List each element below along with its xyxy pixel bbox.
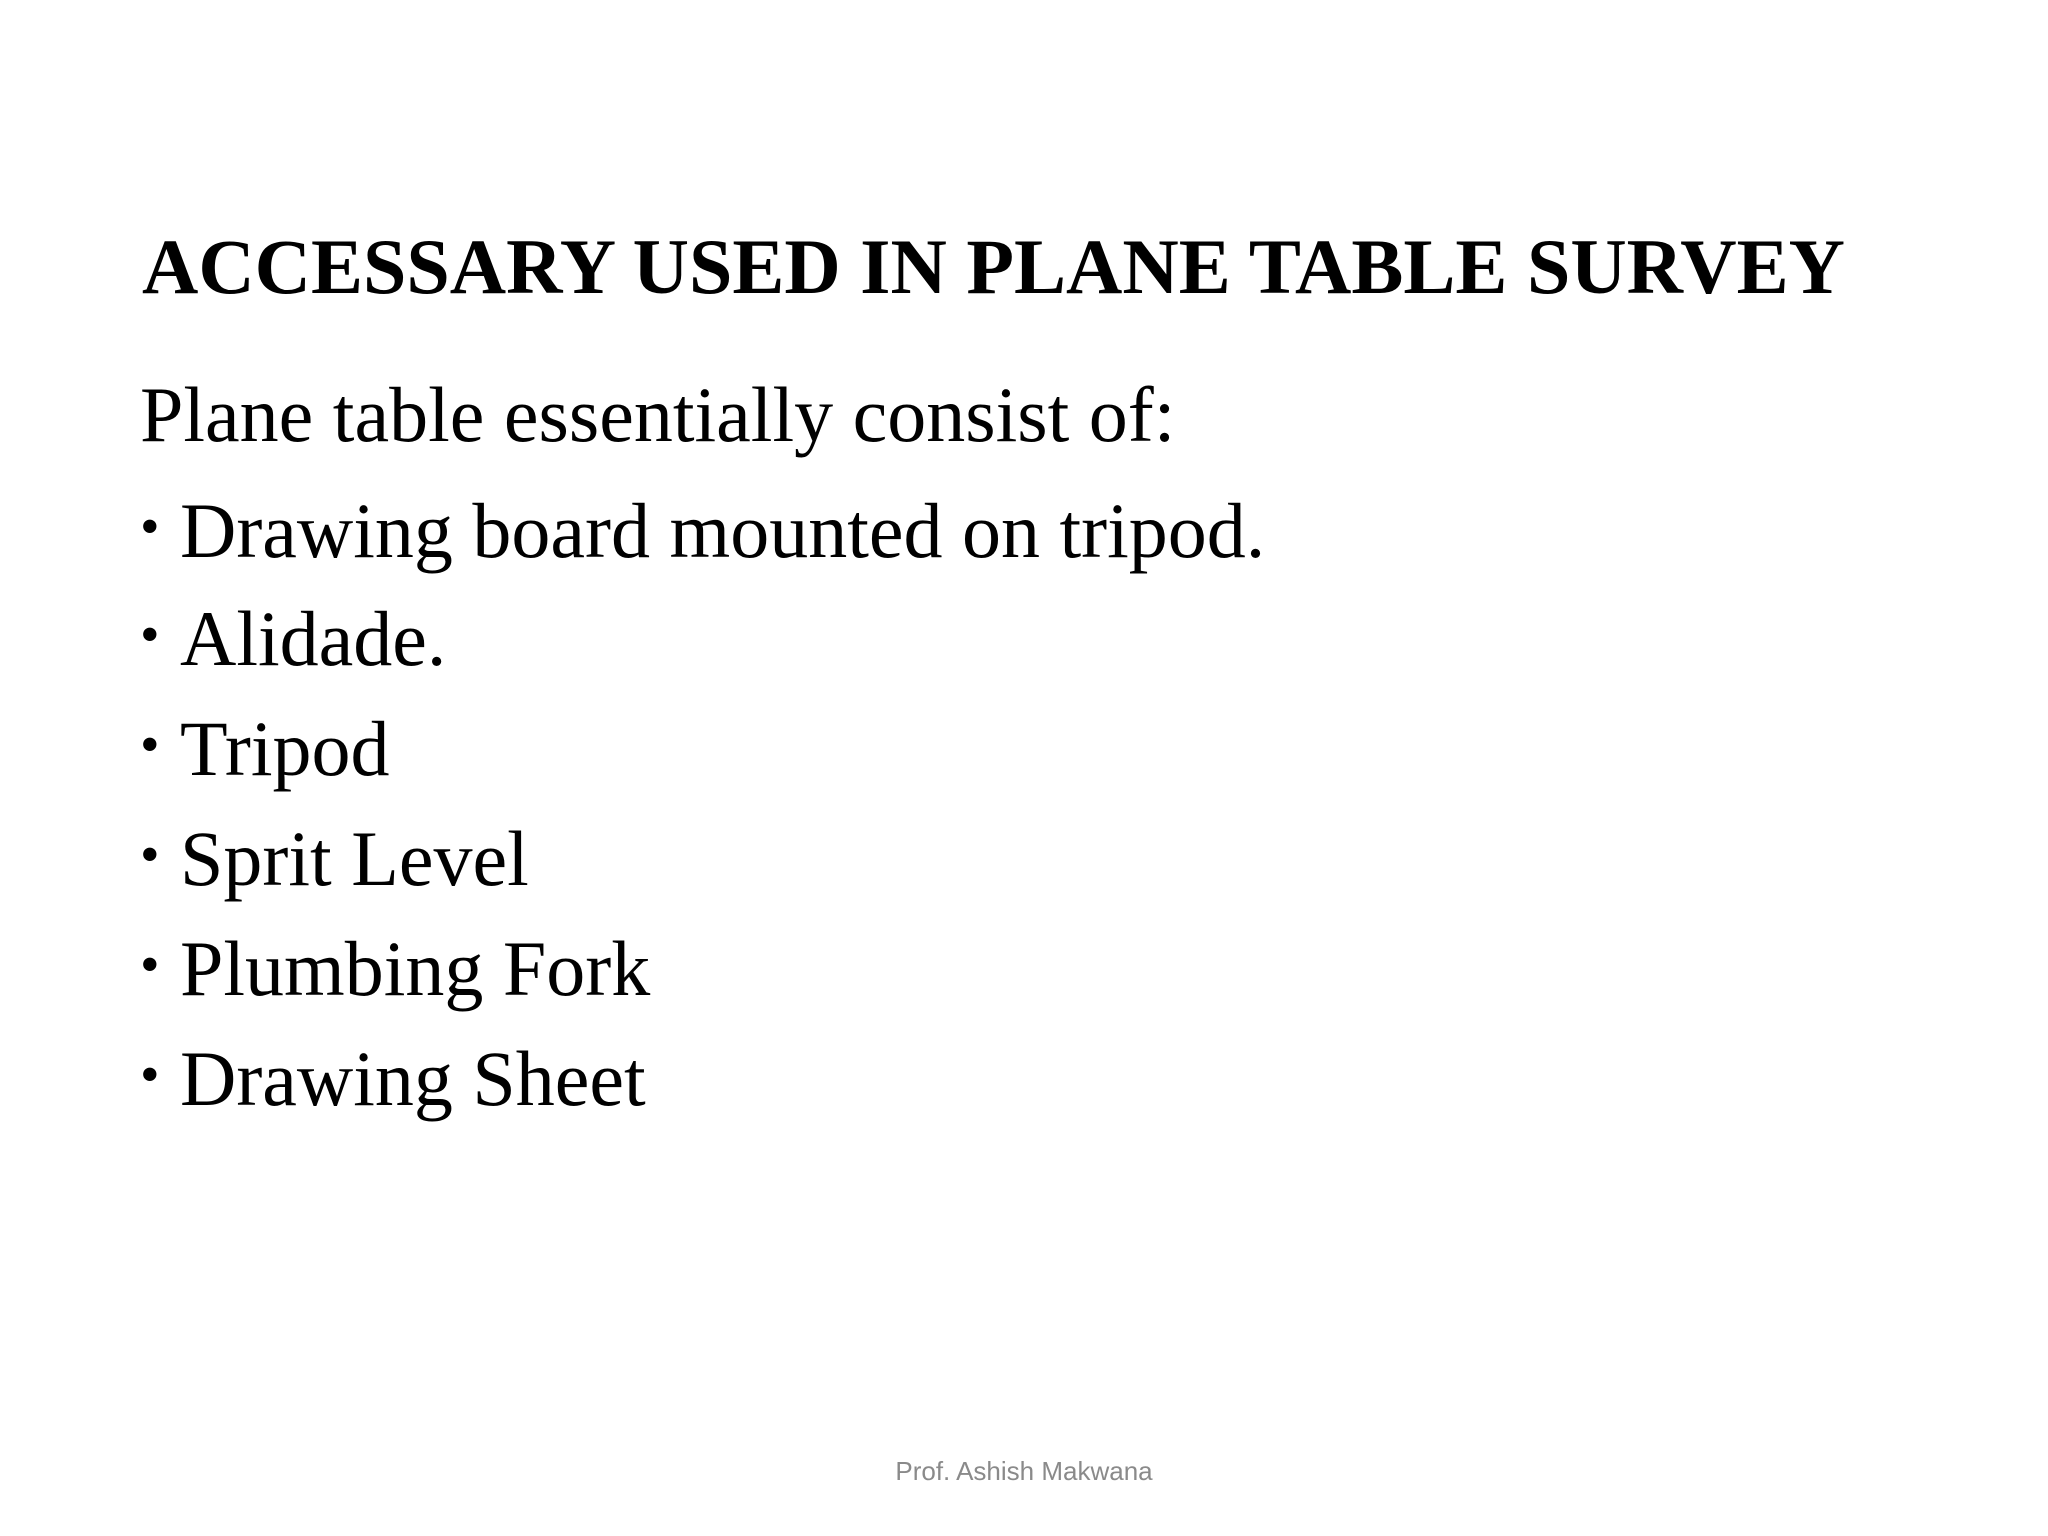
bullet-icon: • [140,934,160,996]
bullet-icon: • [140,604,160,666]
footer-author: Prof. Ashish Makwana [895,1456,1153,1486]
bullet-list [140,478,1265,1134]
intro-text: Plane table essentially consist of: [140,371,1176,458]
list-item [140,1024,1265,1134]
list-item [140,804,1265,914]
list-item-label: Tripod [180,705,390,792]
list-item-label: Drawing board mounted on tripod. [180,487,1266,574]
list-item-label: Drawing Sheet [180,1035,646,1122]
list-item-label: Sprit Level [180,815,529,902]
list-item [140,478,1265,584]
list-item [140,914,1265,1024]
slide-title: ACCESSARY USED IN PLANE TABLE SURVEY [142,223,1845,310]
list-item-label: Alidade. [180,595,447,682]
bullet-icon: • [140,714,160,776]
bullet-icon: • [140,1044,160,1106]
list-item [140,584,1265,694]
bullet-icon: • [140,824,160,886]
list-item-label: Plumbing Fork [180,925,651,1012]
list-item [140,694,1265,804]
bullet-icon: • [140,496,160,558]
